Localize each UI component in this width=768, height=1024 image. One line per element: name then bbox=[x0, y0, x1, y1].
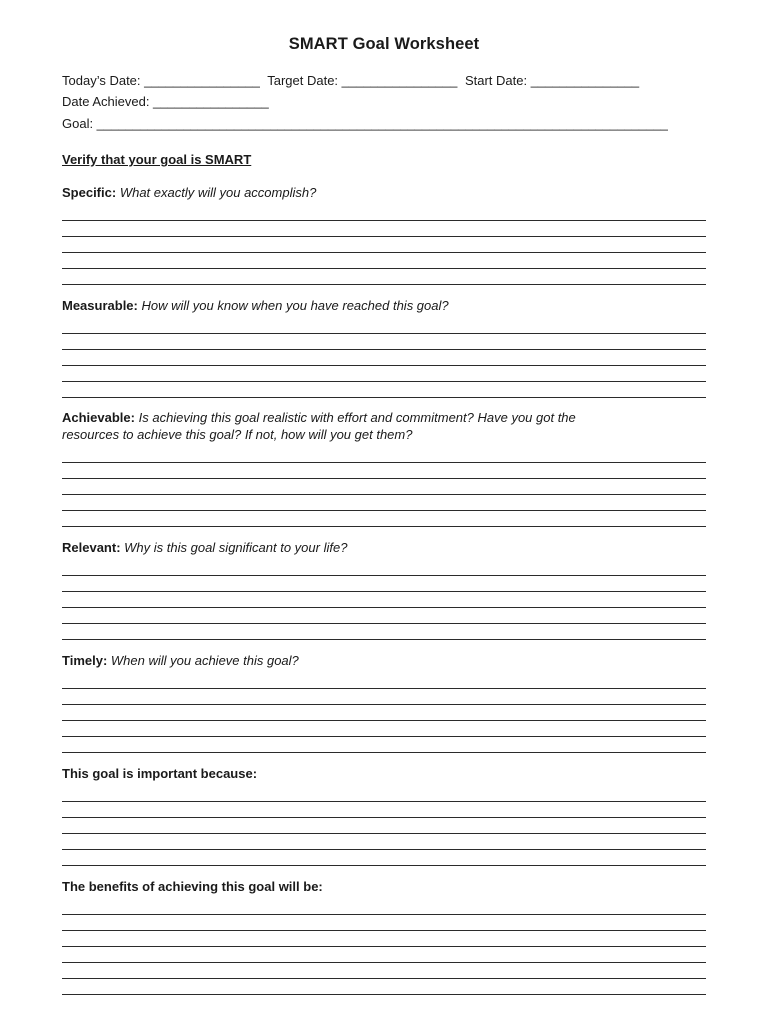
date-achieved-row bbox=[62, 94, 273, 109]
answer-line[interactable] bbox=[62, 689, 706, 705]
answer-line[interactable] bbox=[62, 463, 706, 479]
relevant-label: Relevant: bbox=[62, 540, 121, 555]
todays-date-field[interactable]: Today’s Date: ________________ bbox=[62, 73, 260, 88]
answer-line[interactable] bbox=[62, 447, 706, 463]
section-specific bbox=[62, 184, 706, 285]
achievable-label: Achievable: bbox=[62, 410, 135, 425]
goal-row bbox=[62, 116, 672, 131]
answer-line[interactable] bbox=[62, 318, 706, 334]
measurable-prompt bbox=[62, 297, 706, 314]
answer-line[interactable] bbox=[62, 802, 706, 818]
start-date-field[interactable]: Start Date: _______________ bbox=[464, 73, 640, 88]
achievable-answer-lines[interactable] bbox=[62, 447, 706, 527]
answer-line[interactable] bbox=[62, 786, 706, 802]
achievable-prompt bbox=[62, 409, 706, 443]
answer-line[interactable] bbox=[62, 737, 706, 753]
section-important bbox=[62, 765, 706, 866]
answer-line[interactable] bbox=[62, 624, 706, 640]
answer-line[interactable] bbox=[62, 818, 706, 834]
answer-line[interactable] bbox=[62, 382, 706, 398]
important-answer-lines[interactable] bbox=[62, 786, 706, 866]
answer-line[interactable] bbox=[62, 592, 706, 608]
answer-line[interactable] bbox=[62, 334, 706, 350]
section-timely bbox=[62, 652, 706, 753]
measurable-answer-lines[interactable] bbox=[62, 318, 706, 398]
goal-field[interactable]: Goal: _______________________________________________________________________________ bbox=[62, 116, 668, 131]
answer-line[interactable] bbox=[62, 366, 706, 382]
answer-line[interactable] bbox=[62, 576, 706, 592]
benefits-prompt bbox=[62, 878, 706, 895]
important-label: This goal is important because: bbox=[62, 766, 258, 781]
answer-line[interactable] bbox=[62, 495, 706, 511]
important-prompt bbox=[62, 765, 706, 782]
achievable-question-line2: resources to achieve this goal? If not, how will you get them? bbox=[62, 427, 413, 442]
answer-line[interactable] bbox=[62, 221, 706, 237]
section-benefits bbox=[62, 878, 706, 995]
relevant-question: Why is this goal significant to your life? bbox=[124, 540, 348, 555]
timely-label: Timely: bbox=[62, 653, 108, 668]
answer-line[interactable] bbox=[62, 511, 706, 527]
relevant-answer-lines[interactable] bbox=[62, 560, 706, 640]
answer-line[interactable] bbox=[62, 205, 706, 221]
benefits-answer-lines[interactable] bbox=[62, 899, 706, 995]
target-date-field[interactable]: Target Date: ________________ bbox=[267, 73, 458, 88]
date-achieved-field[interactable]: Date Achieved: ________________ bbox=[62, 94, 269, 109]
answer-line[interactable] bbox=[62, 560, 706, 576]
answer-line[interactable] bbox=[62, 963, 706, 979]
specific-answer-lines[interactable] bbox=[62, 205, 706, 285]
specific-label: Specific: bbox=[62, 185, 117, 200]
measurable-question: How will you know when you have reached this goal? bbox=[141, 298, 449, 313]
answer-line[interactable] bbox=[62, 253, 706, 269]
section-relevant bbox=[62, 539, 706, 640]
verify-heading: Verify that your goal is SMART bbox=[62, 152, 252, 167]
answer-line[interactable] bbox=[62, 350, 706, 366]
specific-prompt bbox=[62, 184, 706, 201]
answer-line[interactable] bbox=[62, 834, 706, 850]
answer-line[interactable] bbox=[62, 947, 706, 963]
answer-line[interactable] bbox=[62, 915, 706, 931]
timely-question: When will you achieve this goal? bbox=[110, 653, 299, 668]
answer-line[interactable] bbox=[62, 673, 706, 689]
date-fields-row bbox=[62, 73, 643, 88]
timely-answer-lines[interactable] bbox=[62, 673, 706, 753]
timely-prompt bbox=[62, 652, 706, 669]
answer-line[interactable] bbox=[62, 931, 706, 947]
achievable-question: Is achieving this goal realistic with effort and commitment? Have you got the bbox=[138, 410, 576, 425]
relevant-prompt bbox=[62, 539, 706, 556]
section-measurable bbox=[62, 297, 706, 398]
answer-line[interactable] bbox=[62, 721, 706, 737]
answer-line[interactable] bbox=[62, 237, 706, 253]
answer-line[interactable] bbox=[62, 705, 706, 721]
measurable-label: Measurable: bbox=[62, 298, 138, 313]
section-achievable bbox=[62, 409, 706, 527]
page-title: SMART Goal Worksheet bbox=[288, 35, 480, 53]
answer-line[interactable] bbox=[62, 269, 706, 285]
specific-question: What exactly will you accomplish? bbox=[119, 185, 317, 200]
answer-line[interactable] bbox=[62, 979, 706, 995]
answer-line[interactable] bbox=[62, 608, 706, 624]
answer-line[interactable] bbox=[62, 899, 706, 915]
answer-line[interactable] bbox=[62, 850, 706, 866]
answer-line[interactable] bbox=[62, 479, 706, 495]
benefits-label: The benefits of achieving this goal will be: bbox=[62, 879, 323, 894]
